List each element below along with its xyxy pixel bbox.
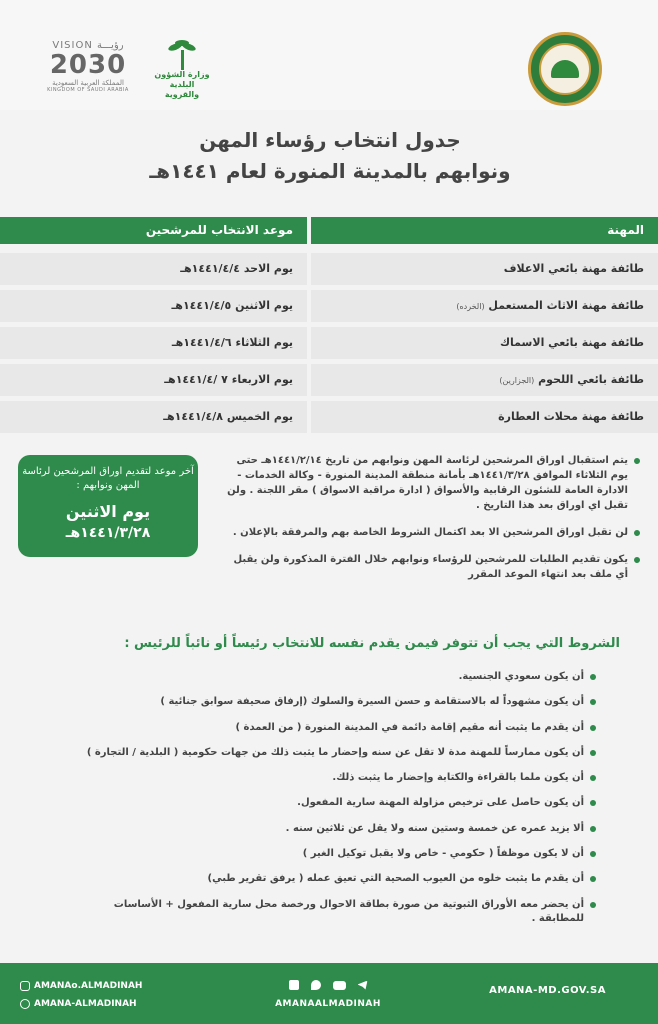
header-profession: المهنة	[311, 217, 658, 244]
ministry-logo	[152, 40, 212, 98]
profession-cell: طائفة مهنة الاثاث المستعمل (الخرده)	[311, 290, 658, 322]
header-date: موعد الانتخاب للمرشحين	[0, 217, 307, 244]
title-line-1: جدول انتخاب رؤساء المهن	[199, 128, 461, 152]
website-link[interactable]: AMANA-MD.GOV.SA	[489, 985, 606, 996]
conditions-title: الشروط التي يجب أن تتوفر فيمن يقدم نفسه للانتخاب رئيساً أو نائباً للرئيس :	[124, 636, 620, 651]
page-title	[100, 125, 560, 187]
social-accounts	[20, 977, 142, 1013]
profession-cell: طائفة مهنة بائعي الاعلاف	[311, 253, 658, 285]
vision-arabic: المملكة العربية السعودية	[52, 79, 124, 87]
profession-cell: طائفة بائعي اللحوم (الجزارين)	[311, 364, 658, 396]
profession-cell: طائفة مهنة بائعي الاسماك	[311, 327, 658, 359]
deadline-label: آخر موعد لتقديم اوراق المرشحين لرئاسة المهن ونوابهم :	[22, 466, 194, 491]
date-cell: يوم الخميس ١٤٤١/٤/٨هـ	[0, 401, 307, 433]
note-item: يتم استقبال اوراق المرشحين لرئاسة المهن ونوابهم من تاريخ ١٤٤١/٢/١٤هـ حتى يوم الثلاثاء الموافق ١٤٤١/٣/٢٨هـ بأمانة منطقة المدينة المنورة - وكالة الخدمات - الادارة العامة للشئون الرقابية والأسواق ( ادارة مراقبة الاسواق ) مقر اللجنة . ولن تقبل اي اوراق بعد هذا التاريخ .	[222, 453, 642, 513]
snapchat-link[interactable]: AMANA-ALMADINAH	[20, 995, 142, 1013]
list-item: أن لا يكون موظفاً ( حكومي - خاص ولا يقبل توكيل الغير )	[70, 847, 598, 872]
handle-text: AMANAALMADINAH	[275, 999, 381, 1009]
deadline-box	[18, 455, 198, 557]
date-cell: يوم الاحد ١٤٤١/٤/٤هـ	[0, 253, 307, 285]
conditions-list	[70, 670, 598, 923]
profession-cell: طائفة مهنة محلات العطارة	[311, 401, 658, 433]
vision-english: KINGDOM OF SAUDI ARABIA	[47, 87, 129, 93]
list-item: أن يكون مشهوداً له بالاستقامة و حسن السيرة والسلوك (إرفاق صحيفة سوابق جنائية )	[70, 695, 598, 720]
social-handle	[268, 977, 388, 1009]
table-row	[0, 401, 658, 433]
list-item: أن يكون ممارساً للمهنة مدة لا تقل عن سنه وإحضار ما يثبت ذلك من جهات حكومية ( البلدية / التجارة )	[70, 746, 598, 771]
mosque-dome-icon	[551, 60, 579, 78]
facebook-icon[interactable]	[289, 980, 299, 990]
table-row	[0, 253, 658, 285]
header	[0, 0, 658, 110]
instagram-link[interactable]: AMANAo.ALMADINAH	[20, 977, 142, 995]
footer	[0, 963, 658, 1024]
amana-emblem-logo	[528, 32, 602, 106]
list-item: أن يقدم ما يثبت خلوه من العيوب الصحية التي تعيق عمله ( يرفق تقرير طبي)	[70, 872, 598, 897]
note-item: يكون تقديم الطلبات للمرشحين للرؤساء ونوابهم خلال الفترة المذكورة ولن يقبل أي ملف بعد انتهاء الموعد المقرر	[222, 552, 642, 582]
date-cell: يوم الثلاثاء ١٤٤١/٤/٦هـ	[0, 327, 307, 359]
palm-tree-icon	[165, 40, 199, 70]
telegram-icon[interactable]	[358, 981, 368, 990]
list-item: أن يكون ملما بالقراءة والكتابة وإحضار ما يثبت ذلك.	[70, 771, 598, 796]
table-row	[0, 327, 658, 359]
note-item: لن تقبل اوراق المرشحين الا بعد اكتمال الشروط الخاصة بهم والمرفقة بالإعلان .	[222, 525, 642, 540]
list-item: أن يحضر معه الأوراق الثبوتية من صورة بطاقة الاحوال ورخصة محل سارية المفعول + الأساسات للمطابقة .	[70, 898, 598, 923]
date-cell: يوم الاربعاء ٧ /١٤٤١/٤هـ	[0, 364, 307, 396]
list-item: أن يقدم ما يثبت أنه مقيم إقامة دائمة في المدينة المنورة ( من العمدة )	[70, 721, 598, 746]
instagram-icon	[20, 981, 30, 991]
vision-label: VISION رؤيـــة	[52, 40, 124, 51]
notes-list	[222, 453, 642, 594]
list-item: أن يكون حاصل على ترخيص مزاولة المهنة سارية المفعول.	[70, 796, 598, 821]
ministry-name: وزارة الشؤون البلدية والقروية	[154, 70, 210, 99]
deadline-date: ١٤٤١/٣/٢٨هـ	[65, 525, 151, 541]
vision-2030-logo	[40, 40, 136, 93]
list-item: أن يكون سعودي الجنسية.	[70, 670, 598, 695]
deadline-day: يوم الاثنين	[65, 502, 151, 521]
vision-year: 2030	[49, 50, 127, 80]
table-row	[0, 364, 658, 396]
date-cell: يوم الاثنين ١٤٤١/٤/٥هـ	[0, 290, 307, 322]
snapchat-icon	[20, 999, 30, 1009]
table-row	[0, 290, 658, 322]
list-item: ألا يزيد عمره عن خمسة وستين سنه ولا يقل عن ثلاثين سنه .	[70, 822, 598, 847]
twitter-icon[interactable]	[311, 980, 321, 990]
title-line-2: ونوابهم بالمدينة المنورة لعام ١٤٤١هـ	[149, 159, 511, 183]
youtube-icon[interactable]	[333, 981, 346, 990]
